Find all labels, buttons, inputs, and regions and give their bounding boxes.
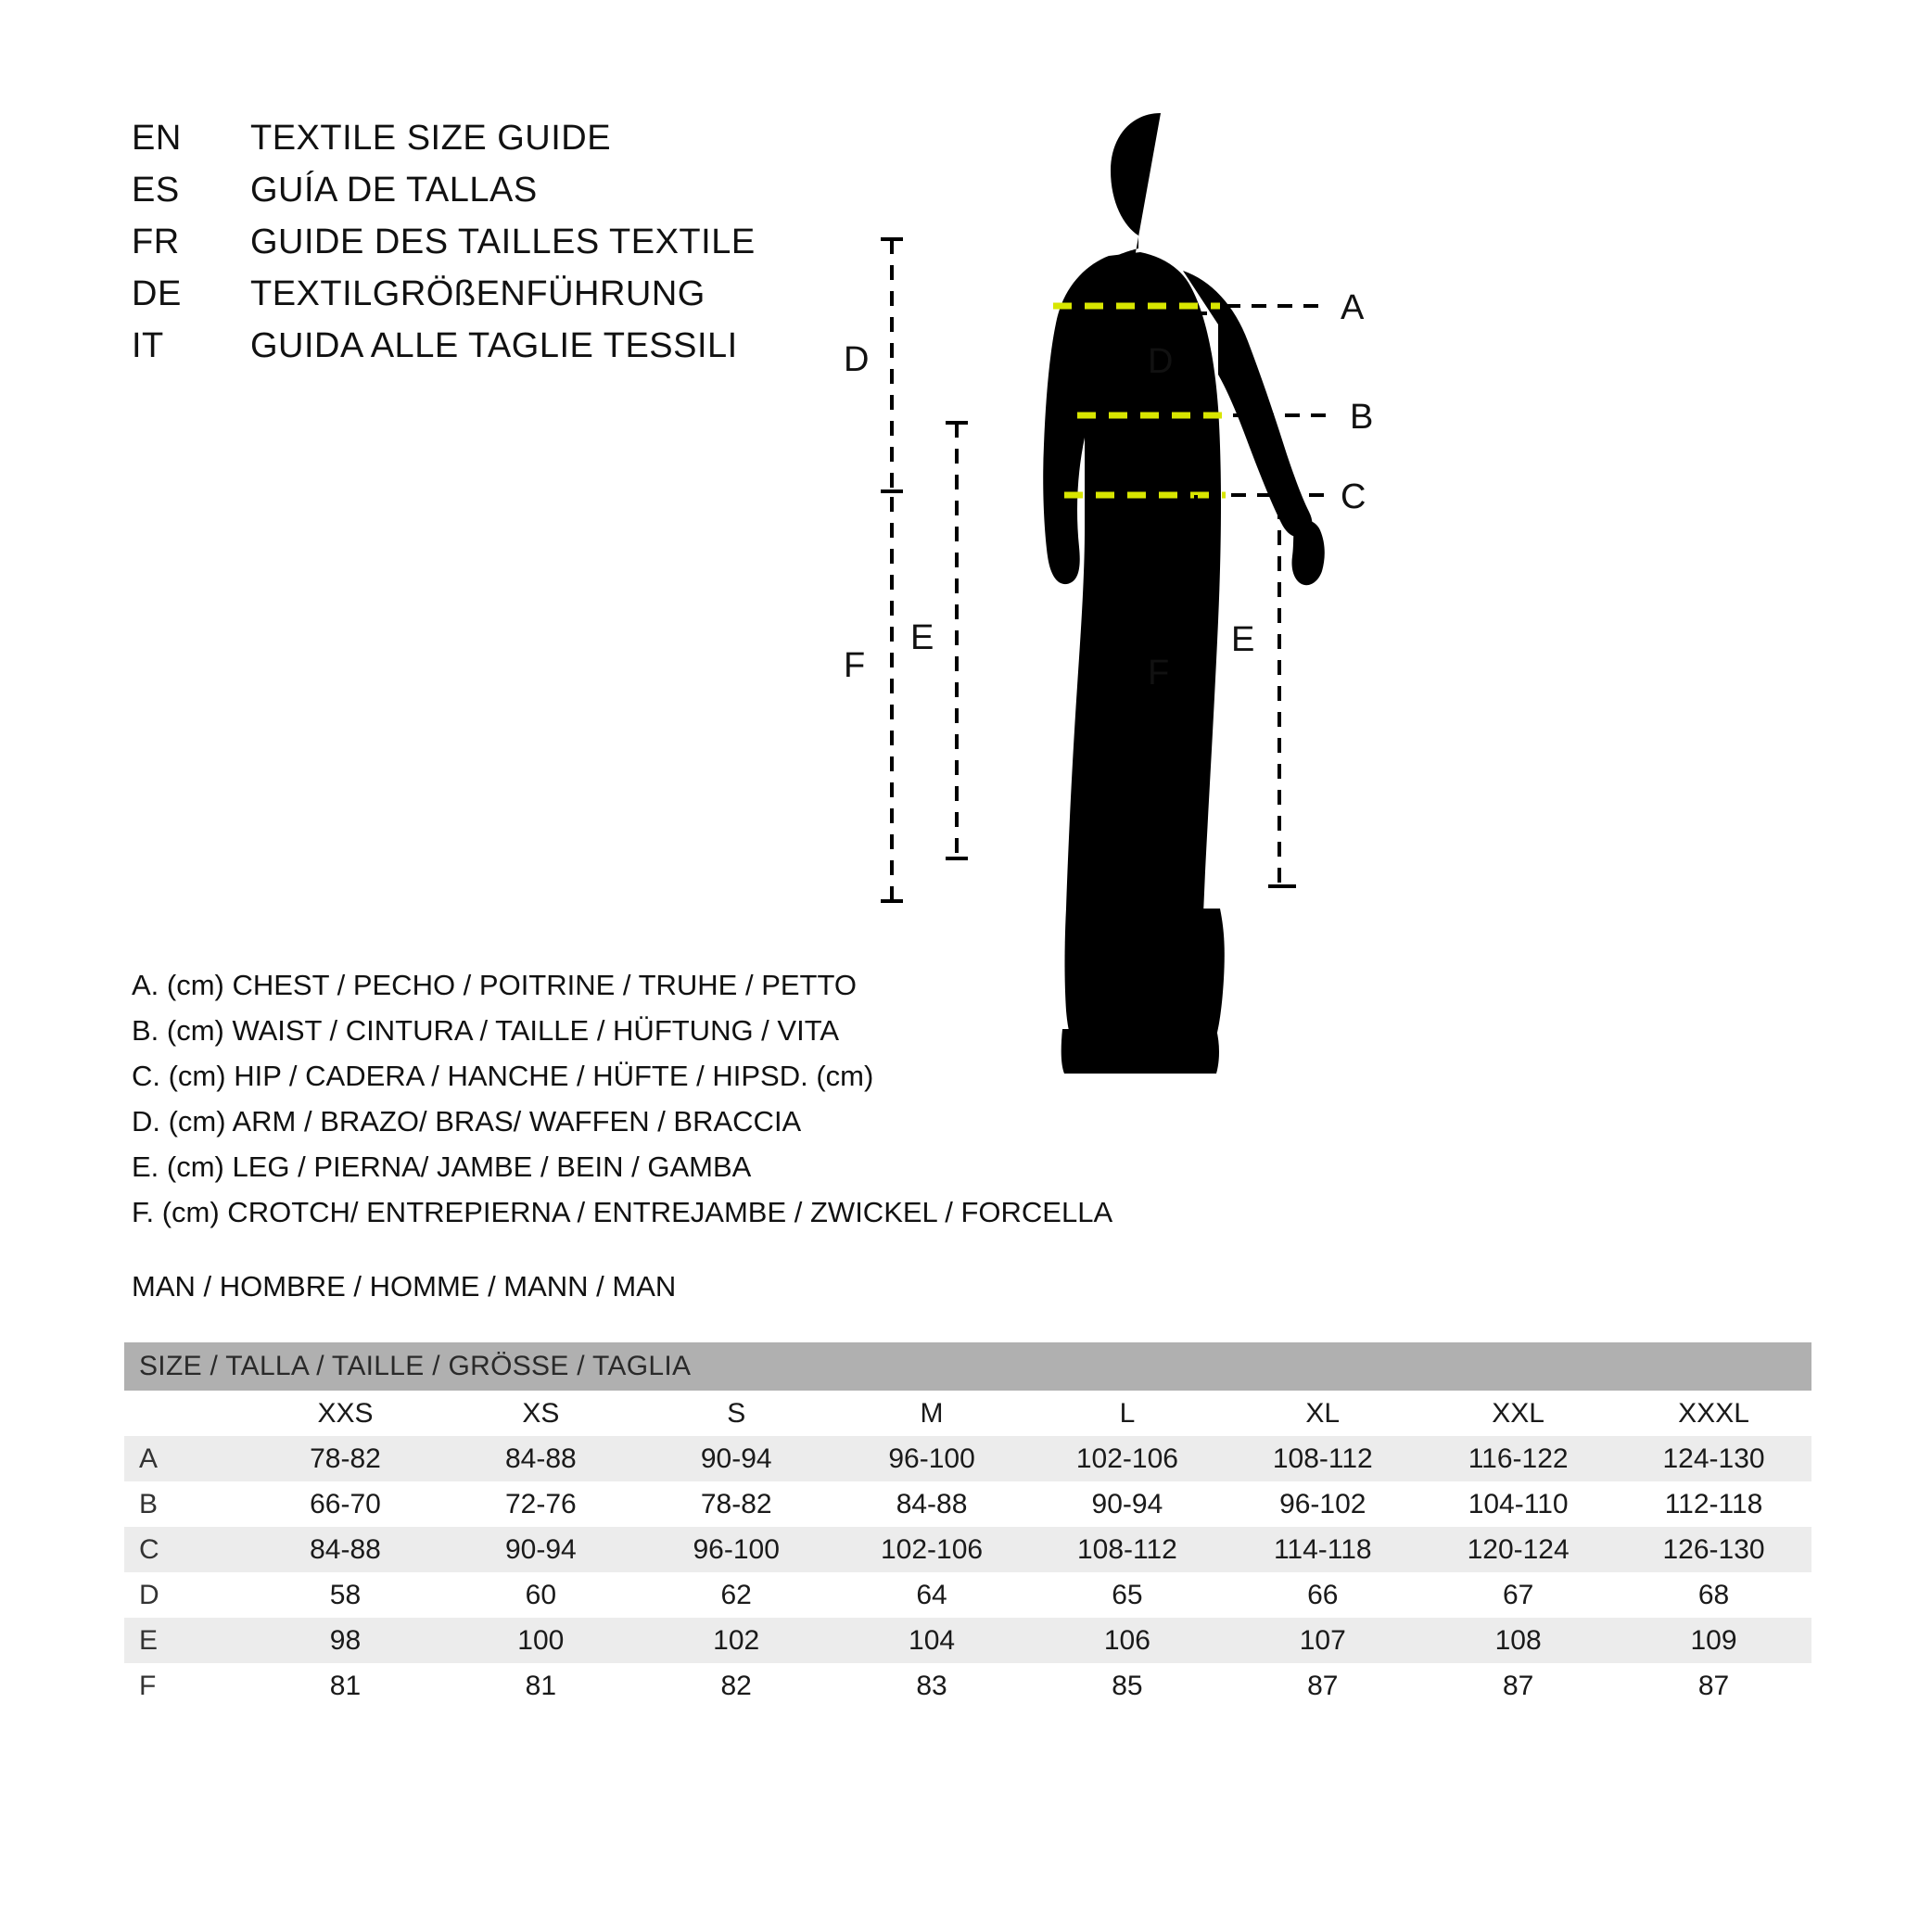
cell: 112-118 [1616,1481,1811,1527]
cell: 87 [1225,1663,1420,1709]
cell: 104 [834,1618,1030,1663]
cell: 66-70 [248,1481,443,1527]
table-row [124,1572,1811,1618]
language-title: TEXTILE SIZE GUIDE [250,119,612,158]
cell: 84-88 [248,1527,443,1572]
column-header-xxl: XXL [1420,1391,1616,1436]
cell: 96-100 [834,1436,1030,1481]
cell: 58 [248,1572,443,1618]
label-b: B [1350,398,1374,437]
cell: 90-94 [443,1527,639,1572]
legend-item-a: A. (cm) CHEST / PECHO / POITRINE / TRUHE / PETTO [132,969,857,1001]
cell: 78-82 [248,1436,443,1481]
label-c: C [1341,477,1366,516]
label-d: D [844,340,870,379]
cell: 100 [443,1618,639,1663]
cell: 124-130 [1616,1436,1811,1481]
row-label-f: F [124,1663,248,1709]
language-title: GUIDE DES TAILLES TEXTILE [250,222,756,261]
label-f-text: F [1148,654,1170,693]
column-header-xl: XL [1225,1391,1420,1436]
cell: 104-110 [1420,1481,1616,1527]
cell: 102 [639,1618,834,1663]
table-row [124,1481,1811,1527]
cell: 108-112 [1029,1527,1225,1572]
language-row [132,171,966,222]
column-header-m: M [834,1391,1030,1436]
cell: 85 [1029,1663,1225,1709]
cell: 108 [1420,1618,1616,1663]
table-title: SIZE / TALLA / TAILLE / GRÖSSE / TAGLIA [124,1342,1811,1391]
language-code: IT [132,326,164,365]
legend-item-b: B. (cm) WAIST / CINTURA / TAILLE / HÜFTUNG / VITA [132,1014,840,1047]
cell: 116-122 [1420,1436,1616,1481]
row-label-a: A [124,1436,248,1481]
label-f: F [844,646,866,685]
cell: 64 [834,1572,1030,1618]
cell: 62 [639,1572,834,1618]
size-table [124,1342,1811,1709]
cell: 106 [1029,1618,1225,1663]
row-label-e: E [124,1618,248,1663]
language-code: EN [132,119,182,158]
label-a: A [1341,288,1365,327]
column-header-xxs: XXS [248,1391,443,1436]
table-row [124,1436,1811,1481]
language-title: TEXTILGRÖßENFÜHRUNG [250,274,705,313]
language-row [132,326,966,378]
column-header-xxxl: XXXL [1616,1391,1811,1436]
label-e: E [910,618,934,657]
cell: 87 [1616,1663,1811,1709]
language-title-block [132,119,966,378]
legend-item-d: D. (cm) ARM / BRAZO/ BRAS/ WAFFEN / BRACCIA [132,1105,802,1138]
cell: 126-130 [1616,1527,1811,1572]
row-label-c: C [124,1527,248,1572]
cell: 87 [1420,1663,1616,1709]
row-label-b: B [124,1481,248,1527]
language-title: GUIDA ALLE TAGLIE TESSILI [250,326,738,365]
cell: 107 [1225,1618,1420,1663]
cell: 96-100 [639,1527,834,1572]
cell: 96-102 [1225,1481,1420,1527]
language-row [132,222,966,274]
header-corner [124,1391,248,1436]
cell: 67 [1420,1572,1616,1618]
label-d-text: D [1148,342,1174,381]
cell: 84-88 [443,1436,639,1481]
legend-item-f: F. (cm) CROTCH/ ENTREPIERNA / ENTREJAMBE / ZWICKEL / FORCELLA [132,1196,1113,1228]
gender-label: MAN / HOMBRE / HOMME / MANN / MAN [132,1270,677,1303]
language-code: FR [132,222,180,261]
language-code: DE [132,274,182,313]
column-header-xs: XS [443,1391,639,1436]
cell: 83 [834,1663,1030,1709]
cell: 114-118 [1225,1527,1420,1572]
language-row [132,119,966,171]
column-header-s: S [639,1391,834,1436]
cell: 98 [248,1618,443,1663]
cell: 81 [443,1663,639,1709]
legend-item-c: C. (cm) HIP / CADERA / HANCHE / HÜFTE / HIPSD. (cm) [132,1060,874,1092]
table-title-row [124,1342,1811,1391]
language-code: ES [132,171,180,210]
cell: 78-82 [639,1481,834,1527]
cell: 82 [639,1663,834,1709]
table-row [124,1618,1811,1663]
cell: 81 [248,1663,443,1709]
cell: 72-76 [443,1481,639,1527]
cell: 65 [1029,1572,1225,1618]
cell: 68 [1616,1572,1811,1618]
table-row [124,1663,1811,1709]
column-header-l: L [1029,1391,1225,1436]
legend-item-e: E. (cm) LEG / PIERNA/ JAMBE / BEIN / GAMBA [132,1150,752,1183]
cell: 109 [1616,1618,1811,1663]
language-row [132,274,966,326]
cell: 84-88 [834,1481,1030,1527]
cell: 66 [1225,1572,1420,1618]
cell: 90-94 [1029,1481,1225,1527]
cell: 102-106 [834,1527,1030,1572]
cell: 108-112 [1225,1436,1420,1481]
dimension-lines-overlay [1048,297,1418,1316]
row-label-d: D [124,1572,248,1618]
table-header-row [124,1391,1811,1436]
language-title: GUÍA DE TALLAS [250,171,538,210]
cell: 102-106 [1029,1436,1225,1481]
label-e-text: E [1231,620,1255,659]
cell: 120-124 [1420,1527,1616,1572]
cell: 90-94 [639,1436,834,1481]
cell: 60 [443,1572,639,1618]
table-row [124,1527,1811,1572]
